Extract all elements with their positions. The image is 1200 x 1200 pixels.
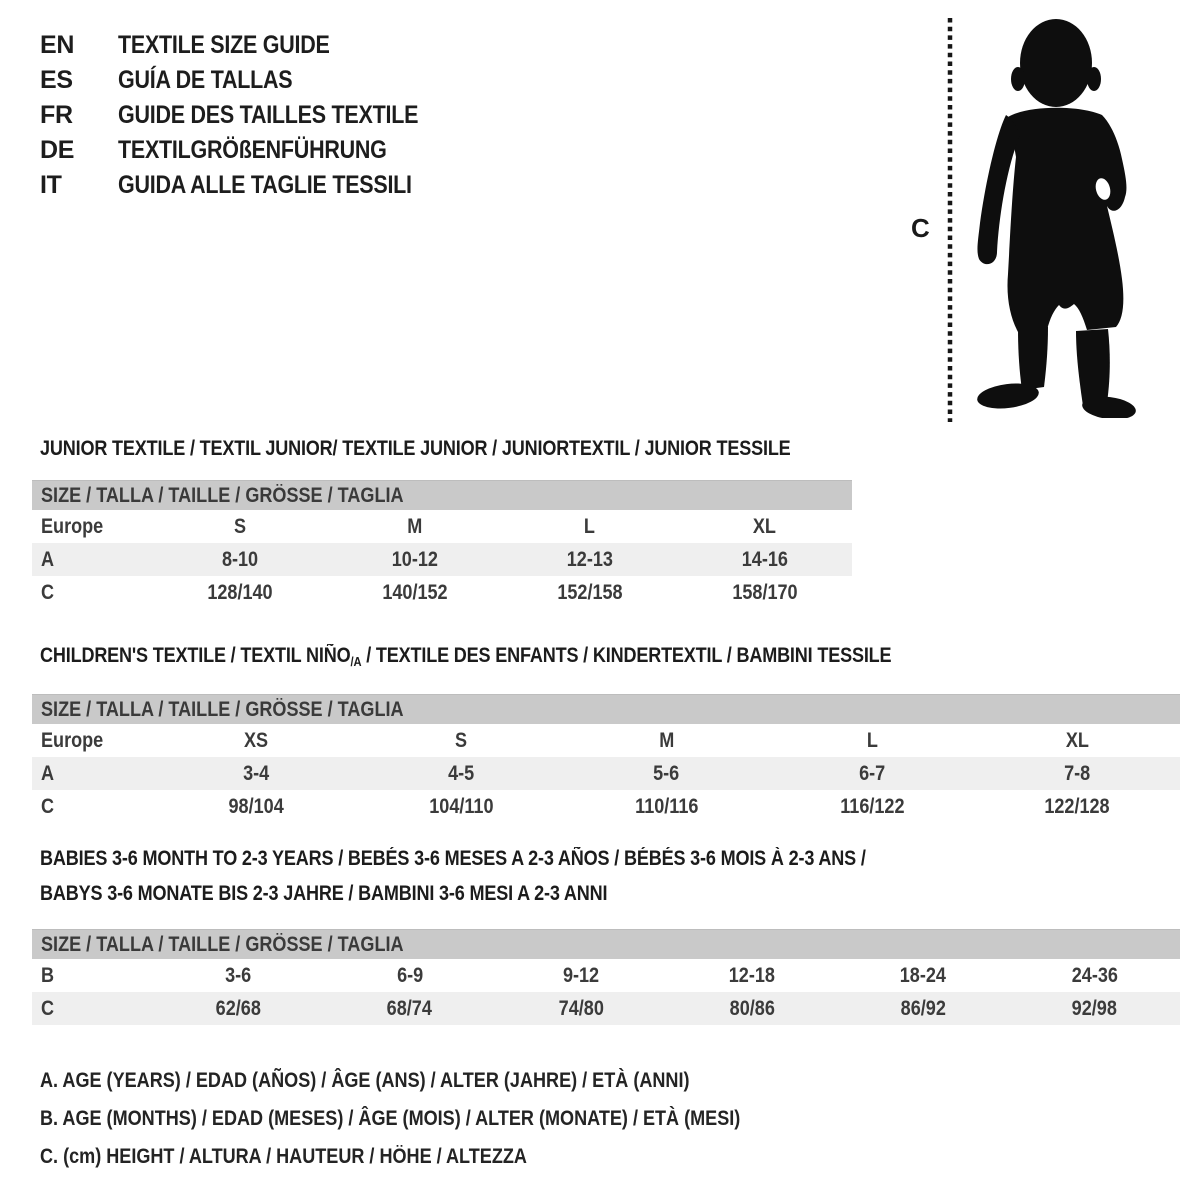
language-row [40, 168, 467, 203]
language-row [40, 63, 467, 98]
guide-title: GUIDE DES TAILLES TEXTILE [118, 101, 419, 129]
cell: 8-10 [222, 548, 259, 571]
measure-legend [40, 1062, 854, 1176]
cell: 104/110 [428, 795, 494, 818]
height-measure-line [944, 18, 956, 427]
row-label: C [41, 581, 55, 604]
table-row [32, 757, 1180, 790]
cell: L [866, 729, 878, 752]
babies-size-table [32, 929, 1180, 1025]
cell: 12-13 [566, 548, 613, 571]
cell: 158/170 [731, 581, 798, 604]
row-label: A [41, 548, 55, 571]
cell: 74/80 [558, 997, 604, 1020]
table-row [32, 790, 1180, 823]
cell: M [658, 729, 675, 752]
language-code: ES [40, 66, 73, 94]
table-row [32, 724, 1180, 757]
language-row [40, 98, 467, 133]
cell: 5-6 [653, 762, 680, 785]
language-code: FR [40, 101, 73, 129]
row-label: Europe [41, 729, 104, 752]
row-label: Europe [41, 515, 104, 538]
legend-line-c: C. (cm) HEIGHT / ALTURA / HAUTEUR / HÖHE / ALTEZZA [40, 1145, 527, 1168]
junior-size-table [32, 480, 852, 609]
cell: 92/98 [1071, 997, 1118, 1020]
cell: 68/74 [387, 997, 433, 1020]
cell: 152/158 [557, 581, 623, 604]
guide-title: GUIDA ALLE TAGLIE TESSILI [118, 171, 412, 199]
cell: 4-5 [448, 762, 475, 785]
cell: 3-6 [225, 964, 252, 987]
cell: 86/92 [900, 997, 946, 1020]
guide-title: TEXTILGRÖßENFÜHRUNG [118, 136, 387, 164]
table-header: SIZE / TALLA / TAILLE / GRÖSSE / TAGLIA [32, 929, 1180, 959]
table-row [32, 992, 1180, 1025]
language-row [40, 28, 467, 63]
cell: 140/152 [382, 581, 448, 604]
cell: L [584, 515, 596, 538]
cell: 18-24 [900, 964, 947, 987]
cell: 116/122 [839, 795, 905, 818]
cell: 122/128 [1044, 795, 1110, 818]
cell: 6-9 [396, 964, 423, 987]
table-row [32, 959, 1180, 992]
row-label: B [41, 964, 55, 987]
legend-line-a: A. AGE (YEARS) / EDAD (AÑOS) / ÂGE (ANS) / ALTER (JAHRE) / ETÀ (ANNI) [40, 1069, 690, 1092]
section-title-babies: BABIES 3-6 MONTH TO 2-3 YEARS / BEBÉS 3-6 MESES A 2-3 AÑOS / BÉBÉS 3-6 MOIS À 2-3 ANS / BABYS 3-6 MONATE BIS 2-3 JAHRE / BAMBINI 3-6 MESI A 2-3 ANNI [40, 847, 866, 905]
cell: 9-12 [562, 964, 599, 987]
height-measure-label: C [911, 213, 930, 243]
row-label: C [41, 997, 55, 1020]
cell: 10-12 [392, 548, 439, 571]
section-title-children: CHILDREN'S TEXTILE / TEXTIL NIÑO/A / TEXTILE DES ENFANTS / KINDERTEXTIL / BAMBINI TESSILE [40, 644, 892, 669]
language-title-list [40, 28, 467, 203]
cell: XS [243, 729, 268, 752]
children-size-table [32, 694, 1180, 823]
table-row [32, 510, 852, 543]
cell: 14-16 [741, 548, 788, 571]
cell: 80/86 [729, 997, 775, 1020]
language-row [40, 133, 467, 168]
section-title-junior: JUNIOR TEXTILE / TEXTIL JUNIOR/ TEXTILE JUNIOR / JUNIORTEXTIL / JUNIOR TESSILE [40, 437, 791, 460]
guide-title: TEXTILE SIZE GUIDE [118, 31, 330, 59]
cell: 3-4 [242, 762, 269, 785]
row-label: C [41, 795, 55, 818]
cell: 98/104 [228, 795, 284, 818]
row-label: A [41, 762, 55, 785]
legend-line-b: B. AGE (MONTHS) / EDAD (MESES) / ÂGE (MOIS) / ALTER (MONATE) / ETÀ (MESI) [40, 1107, 741, 1130]
subscript-a: /A [350, 654, 362, 669]
guide-title: GUÍA DE TALLAS [118, 66, 293, 94]
cell: 6-7 [858, 762, 885, 785]
cell: 110/116 [634, 795, 699, 818]
table-row [32, 543, 852, 576]
cell: 62/68 [215, 997, 262, 1020]
language-code: EN [40, 31, 75, 59]
table-header: SIZE / TALLA / TAILLE / GRÖSSE / TAGLIA [32, 480, 852, 510]
language-code: DE [40, 136, 75, 164]
cell: XL [753, 515, 777, 538]
toddler-silhouette-icon [968, 16, 1138, 423]
table-row [32, 576, 852, 609]
cell: XL [1065, 729, 1089, 752]
table-header: SIZE / TALLA / TAILLE / GRÖSSE / TAGLIA [32, 694, 1180, 724]
cell: S [234, 515, 247, 538]
cell: 128/140 [207, 581, 274, 604]
toddler-height-figure [905, 15, 1150, 427]
cell: M [407, 515, 423, 538]
language-code: IT [40, 171, 62, 199]
cell: 7-8 [1064, 762, 1091, 785]
cell: S [455, 729, 468, 752]
cell: 24-36 [1071, 964, 1118, 987]
cell: 12-18 [728, 964, 776, 987]
